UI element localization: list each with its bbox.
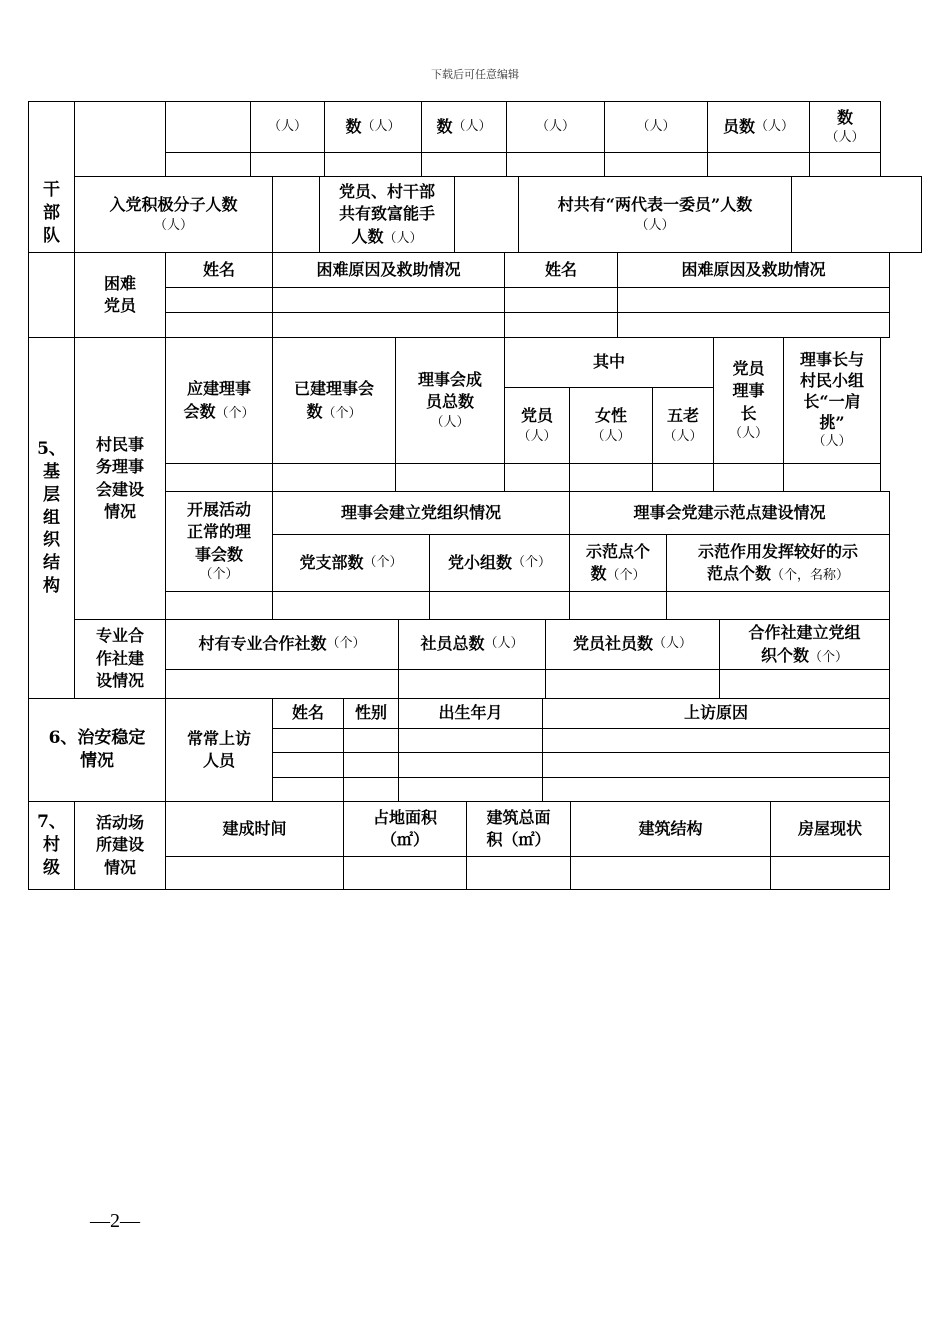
land-area-header: 占地面积 （㎡） xyxy=(343,801,467,857)
female-header xyxy=(569,387,653,464)
branch-unit: （个） xyxy=(363,554,403,570)
active-councils-header xyxy=(165,491,273,592)
coop-members-text: 社员总数 xyxy=(420,634,485,654)
coop-party-members-text: 党员社员数 xyxy=(572,634,653,654)
hardship-label: 困难 党员 xyxy=(74,252,166,338)
venue-value-cell[interactable] xyxy=(165,856,344,890)
members-total-header xyxy=(395,337,505,464)
top-header-cell: （人） xyxy=(506,101,605,153)
coop-count-text: 村有专业合作社数 xyxy=(198,634,327,654)
top-header-text: 数 xyxy=(836,107,853,127)
rich-label: 党员、村干部 共有致富能手 人数 xyxy=(338,181,435,246)
venue-value-cell[interactable] xyxy=(343,856,467,890)
hardship-cell[interactable] xyxy=(504,312,618,338)
demo-count-wrap xyxy=(586,541,650,586)
members-total-text: 理事会成 员总数 xyxy=(417,370,482,412)
top-header-unit: （人） xyxy=(825,130,865,146)
member-chair-text: 党员 理事 长 xyxy=(732,358,765,423)
petition-cell[interactable] xyxy=(272,777,344,802)
party-org-value-cell[interactable] xyxy=(429,591,570,620)
council-value-cell[interactable] xyxy=(652,463,714,492)
should-build-wrap xyxy=(183,378,254,423)
top-header-unit: （人） xyxy=(755,118,795,134)
hardship-cell[interactable] xyxy=(617,287,890,313)
petition-cell[interactable] xyxy=(542,752,890,778)
council-value-cell[interactable] xyxy=(165,463,273,492)
petition-cell[interactable] xyxy=(343,728,399,753)
built-header xyxy=(272,337,396,464)
top-value-cell[interactable] xyxy=(809,152,881,177)
coop-party-members-unit: （人） xyxy=(653,636,693,652)
page-number: —2— xyxy=(90,1210,140,1232)
coop-count-header xyxy=(165,619,399,670)
council-value-cell[interactable] xyxy=(504,463,570,492)
built-text: 已建理事会 数 xyxy=(293,379,374,421)
should-build-text: 应建理事 会数 xyxy=(183,379,251,421)
petition-cell[interactable] xyxy=(542,728,890,753)
dual-role-header xyxy=(783,337,881,464)
hardship-cell[interactable] xyxy=(617,312,890,338)
hardship-name-header: 姓名 xyxy=(165,252,273,288)
council-label: 村民事 务理事 会建设 情况 xyxy=(74,337,166,620)
party-org-value-cell[interactable] xyxy=(569,591,667,620)
reps-label: 村共有“两代表一委员”人数 xyxy=(557,195,753,215)
top-value-cell[interactable] xyxy=(707,152,810,177)
should-build-unit: （个） xyxy=(215,405,255,421)
top-header-cell: （人） xyxy=(250,101,325,153)
party-org-header: 理事会建立党组织情况 xyxy=(272,491,570,535)
petition-cell[interactable] xyxy=(343,777,399,802)
top-value-cell[interactable] xyxy=(250,152,325,177)
activist-count-value[interactable] xyxy=(272,176,320,253)
five-old-header xyxy=(652,387,714,464)
council-value-cell[interactable] xyxy=(569,463,653,492)
members-total-unit: （人） xyxy=(430,414,470,430)
coop-party-org-wrap xyxy=(748,622,860,667)
rich-count-value[interactable] xyxy=(454,176,519,253)
activist-count-label xyxy=(74,176,273,253)
top-header-cell xyxy=(421,101,507,153)
structure-header: 建筑结构 xyxy=(570,801,771,857)
petition-cell[interactable] xyxy=(398,777,543,802)
party-org-value-cell[interactable] xyxy=(165,591,273,620)
demo-count-unit: （个） xyxy=(606,568,646,583)
five-old-text: 五老 xyxy=(666,406,699,426)
party-org-value-cell[interactable] xyxy=(272,591,430,620)
petition-reason-header: 上访原因 xyxy=(542,698,890,729)
reps-count-label xyxy=(518,176,792,253)
five-old-unit: （人） xyxy=(663,428,703,444)
female-unit: （人） xyxy=(591,428,631,444)
petition-name-header: 姓名 xyxy=(272,698,344,729)
hardship-left-cell xyxy=(28,252,75,338)
hardship-cell[interactable] xyxy=(272,312,505,338)
branch-header xyxy=(272,534,430,592)
hardship-cell[interactable] xyxy=(165,312,273,338)
petition-label: 常常上访 人员 xyxy=(165,698,273,802)
demo-good-text: 示范作用发挥较好的示 范点个数 xyxy=(697,541,858,583)
petition-gender-header: 性别 xyxy=(343,698,399,729)
rich-count-label xyxy=(319,176,455,253)
branch-text: 党支部数 xyxy=(299,552,364,572)
demo-count-text: 示范点个 数 xyxy=(585,541,650,583)
should-build-header xyxy=(165,337,273,464)
top-header-text: 数 xyxy=(345,116,362,136)
built-wrap xyxy=(294,378,374,423)
top-header-cell xyxy=(707,101,810,153)
top-header-unit: （人） xyxy=(452,118,492,134)
group-unit: （个） xyxy=(512,554,552,570)
top-value-cell[interactable] xyxy=(165,152,251,177)
top-header-cell xyxy=(809,101,881,153)
hardship-cell[interactable] xyxy=(165,287,273,313)
rich-unit: （人） xyxy=(383,230,423,246)
council-value-cell[interactable] xyxy=(783,463,881,492)
top-header-unit: （人） xyxy=(361,118,401,134)
rich-label-wrap xyxy=(339,181,435,248)
built-time-header: 建成时间 xyxy=(165,801,344,857)
member-chair-unit: （人） xyxy=(728,425,768,441)
top-value-cell[interactable] xyxy=(421,152,507,177)
demo-good-wrap xyxy=(698,541,858,586)
hardship-name-header-2: 姓名 xyxy=(504,252,618,288)
coop-label: 专业合 作社建 设情况 xyxy=(74,619,166,699)
among-header: 其中 xyxy=(504,337,714,388)
top-empty-cell xyxy=(165,101,251,153)
reps-unit: （人） xyxy=(635,217,675,233)
petition-cell[interactable] xyxy=(272,728,344,753)
group-text: 党小组数 xyxy=(447,552,512,572)
top-value-cell[interactable] xyxy=(506,152,605,177)
party-org-value-cell[interactable] xyxy=(666,591,890,620)
coop-party-members-header xyxy=(545,619,720,670)
top-value-cell[interactable] xyxy=(324,152,422,177)
party-member-header xyxy=(504,387,570,464)
header-note: 下载后可任意编辑 xyxy=(431,68,519,81)
hardship-cell[interactable] xyxy=(272,287,505,313)
petition-birth-header: 出生年月 xyxy=(398,698,543,729)
petition-cell[interactable] xyxy=(542,777,890,802)
petition-cell[interactable] xyxy=(272,752,344,778)
active-councils-unit: （个） xyxy=(199,566,239,582)
top-header-text: 员数 xyxy=(722,116,755,136)
coop-value-cell[interactable] xyxy=(398,669,546,699)
council-value-cell[interactable] xyxy=(272,463,396,492)
council-value-cell[interactable] xyxy=(395,463,505,492)
activist-label: 入党积极分子人数 xyxy=(109,195,238,215)
coop-members-header xyxy=(398,619,546,670)
coop-party-org-text: 合作社建立党组 织个数 xyxy=(748,623,861,665)
venue-label: 活动场 所建设 情况 xyxy=(74,801,166,890)
petition-cell[interactable] xyxy=(398,752,543,778)
coop-party-org-header xyxy=(719,619,890,670)
demo-good-unit: （个，名称） xyxy=(770,568,849,583)
section5-title: 5、 基 层 组 织 结 构 xyxy=(28,337,75,699)
top-header-cell xyxy=(324,101,422,153)
dual-role-text: 理事长与 村民小组 长“一肩 挑” xyxy=(799,350,864,432)
council-value-cell[interactable] xyxy=(713,463,784,492)
coop-value-cell[interactable] xyxy=(165,669,399,699)
top-header-text: 数 xyxy=(436,116,453,136)
member-chair-header xyxy=(713,337,784,464)
hardship-reason-header: 困难原因及救助情况 xyxy=(272,252,505,288)
demo-count-header xyxy=(569,534,667,592)
female-text: 女性 xyxy=(594,406,627,426)
cadre-section-title: 干 部 队 xyxy=(29,175,74,252)
coop-value-cell[interactable] xyxy=(545,669,720,699)
coop-value-cell[interactable] xyxy=(719,669,890,699)
demo-header: 理事会党建示范点建设情况 xyxy=(569,491,890,535)
top-value-cell[interactable] xyxy=(604,152,708,177)
demo-good-header xyxy=(666,534,890,592)
coop-party-org-unit: （个） xyxy=(808,649,848,665)
activist-unit: （人） xyxy=(153,217,193,233)
venue-value-cell[interactable] xyxy=(570,856,771,890)
petition-cell[interactable] xyxy=(398,728,543,753)
coop-members-unit: （人） xyxy=(484,636,524,652)
condition-header: 房屋现状 xyxy=(770,801,890,857)
built-unit: （个） xyxy=(322,405,362,421)
floor-area-header: 建筑总面 积（㎡） xyxy=(466,801,571,857)
section6-title: 6、治安稳定 情况 xyxy=(28,698,166,802)
hardship-reason-header-2: 困难原因及救助情况 xyxy=(617,252,890,288)
active-councils-text: 开展活动 正常的理 事会数 xyxy=(186,499,251,564)
reps-count-value[interactable] xyxy=(791,176,922,253)
section7-title: 7、 村 级 xyxy=(28,801,75,890)
petition-cell[interactable] xyxy=(343,752,399,778)
group-header xyxy=(429,534,570,592)
top-header-cell: （人） xyxy=(604,101,708,153)
dual-role-unit: （人） xyxy=(812,433,852,449)
hardship-cell[interactable] xyxy=(504,287,618,313)
venue-value-cell[interactable] xyxy=(466,856,571,890)
coop-count-unit: （个） xyxy=(326,636,366,652)
top-empty-cell xyxy=(74,101,166,177)
venue-value-cell[interactable] xyxy=(770,856,890,890)
party-member-unit: （人） xyxy=(517,428,557,444)
party-member-text: 党员 xyxy=(520,406,553,426)
